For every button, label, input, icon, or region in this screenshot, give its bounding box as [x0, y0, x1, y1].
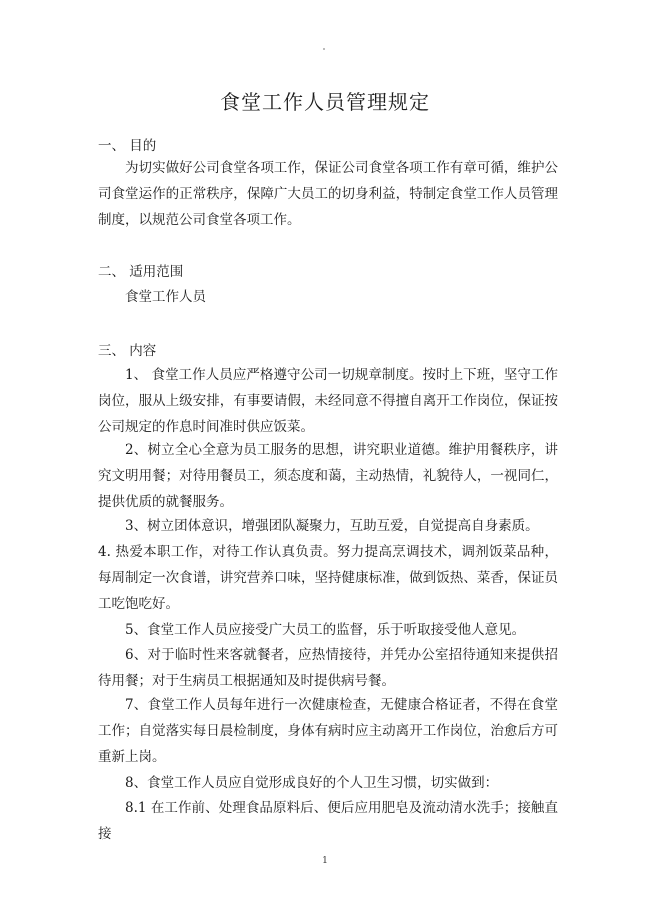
- section-heading-purpose: 一、 目的: [98, 138, 157, 154]
- section-scope-paragraph: 食堂工作人员: [125, 289, 206, 305]
- content-item-8-1: 8.1 在工作前、处理食品原料后、便后应用肥皂及流动清水洗手；接触直接: [98, 800, 558, 842]
- content-item-8: 8、食堂工作人员应自觉形成良好的个人卫生习惯，切实做到：: [125, 775, 499, 791]
- content-item-1: 1、 食堂工作人员应严格遵守公司一切规章制度。按时上下班，坚守工作岗位，服从上级安排，有事要请假，未经同意不得擅自离开工作岗位，保证按公司规定的作息时间准时供应饭菜。: [98, 367, 558, 435]
- page-number: 1: [322, 856, 328, 866]
- section-heading-content: 三、 内容: [98, 343, 157, 359]
- section-heading-scope: 二、 适用范围: [98, 264, 184, 280]
- content-item-7: 7、食堂工作人员每年进行一次健康检查，无健康合格证者，不得在食堂工作；自觉落实每日晨检制度，身体有病时应主动离开工作岗位，治愈后方可重新上岗。: [98, 697, 558, 765]
- content-item-6: 6、对于临时性来客就餐者，应热情接待，并凭办公室招待通知来提供招待用餐；对于生病员工根据通知及时提供病号餐。: [98, 647, 558, 689]
- content-item-5: 5、食堂工作人员应接受广大员工的监督，乐于听取接受他人意见。: [125, 622, 526, 638]
- content-item-3: 3、树立团体意识，增强团队凝聚力，互助互爱，自觉提高自身素质。: [125, 518, 539, 534]
- header-mark: [323, 48, 325, 50]
- content-item-2: 2、树立全心全意为员工服务的思想，讲究职业道德。维护用餐秩序，讲究文明用餐；对待用餐员工，须态度和蔼，主动热情，礼貌待人，一视同仁，提供优质的就餐服务。: [98, 442, 558, 510]
- section-purpose-paragraph: 为切实做好公司食堂各项工作，保证公司食堂各项工作有章可循，维护公司食堂运作的正常秩序，保障广大员工的切身利益，特制定食堂工作人员管理制度，以规范公司食堂各项工作。: [98, 160, 558, 228]
- document-title: 食堂工作人员管理规定: [220, 90, 430, 114]
- content-item-4: 4. 热爱本职工作，对待工作认真负责。努力提高烹调技术，调剂饭菜品种，每周制定一次食谱，讲究营养口味，坚持健康标准，做到饭热、菜香，保证员工吃饱吃好。: [98, 544, 558, 612]
